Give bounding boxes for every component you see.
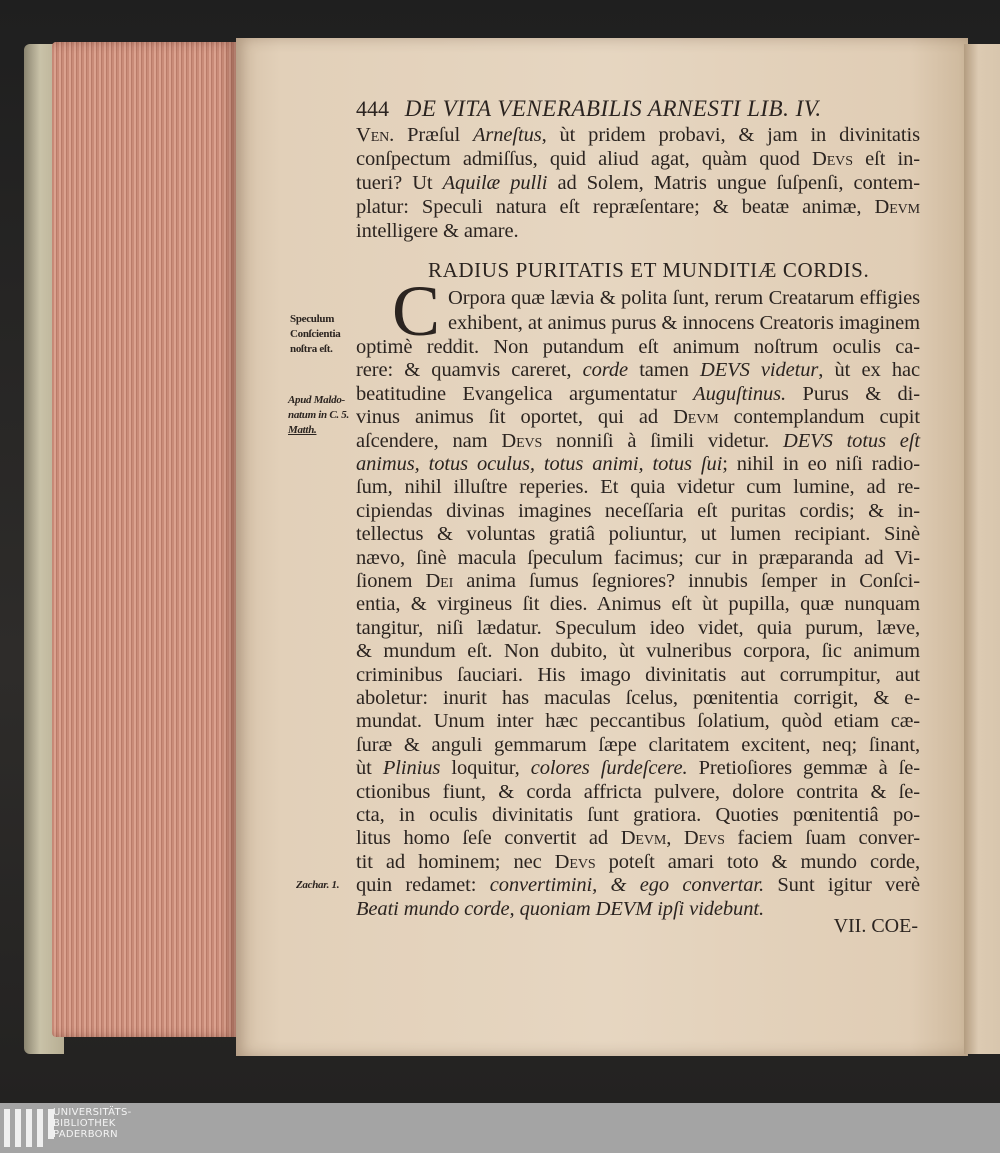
text-segment: poteſt amari toto & mundo corde, (595, 850, 920, 873)
text-segment: litus homo ſeſe convertit ad (356, 827, 621, 850)
text-line (356, 523, 920, 546)
margin-note-line: Matth. (288, 424, 317, 436)
text-segment: Auguſtinus. (693, 382, 787, 405)
text-segment: ſionem (356, 570, 426, 592)
text-line (356, 148, 920, 171)
text-segment: colores ſurdeſcere. (530, 757, 688, 780)
text-segment: cipiendas divinas imagines neceſſaria eſt puritas cordis; & in- (356, 499, 920, 522)
text-segment: Dei (425, 570, 454, 592)
drop-cap: C (392, 271, 441, 351)
text-line (356, 453, 920, 476)
running-title: DE VITA VENERABILIS ARNESTI LIB. IV. (404, 96, 822, 121)
margin-note-line: noſtra eſt. (290, 343, 333, 355)
text-segment: nævo, ſinè macula ſpeculum facimus; cur in præparanda ad Vi- (356, 546, 920, 569)
text-segment: criminibus ſauciari. His imago divinitatis aut corrumpitur, aut (356, 663, 920, 686)
text-segment: aboletur: inurit has maculas ſcelus, pœnitentia corrigit, & e- (356, 687, 920, 709)
text-segment: Devm (673, 406, 719, 429)
library-logo-text (53, 1107, 132, 1140)
text-line (356, 827, 920, 850)
text-segment: exhibent, at animus purus & innocens Creatoris imaginem (448, 312, 920, 334)
margin-note-maldonatum (288, 393, 349, 438)
text-line (356, 640, 920, 663)
text-segment: Devm (874, 196, 920, 218)
text-segment: convertimini, & ego convertar. (489, 874, 764, 897)
text-line (356, 570, 920, 593)
footer-bar (0, 1103, 1000, 1153)
text-segment: Beati mundo corde, quoniam DEVM ipſi videbunt. (356, 897, 764, 920)
text-segment: cta, in oculis divinitatis ſunt gratiora. Quoties pœnitentiâ po- (356, 804, 920, 826)
text-segment: Purus & di- (786, 382, 920, 405)
text-segment: & mundum eſt. Non dubito, ùt vulneribus corpora, ſic animum (356, 640, 920, 663)
margin-note-line: Speculum (290, 313, 335, 325)
text-line (356, 734, 920, 757)
text-segment: nonniſi à ſimili videtur. (542, 429, 784, 452)
text-segment: Devm (620, 827, 667, 850)
text-line (356, 196, 920, 219)
text-segment: ſuræ & anguli gemmarum ſæpe claritatem excitent, neq; ſinant, (356, 733, 920, 756)
text-line (356, 874, 920, 897)
text-line (356, 220, 920, 243)
text-line (356, 710, 920, 733)
text-segment: entia, & virgineus ſit dies. Animus eſt ùt pupilla, quæ nunquam (356, 593, 920, 616)
text-segment: contemplandum cupit (718, 406, 920, 429)
text-segment: Devs (683, 827, 725, 850)
text-line (356, 124, 920, 147)
text-segment: Arneſtus (472, 124, 542, 146)
text-line (356, 781, 920, 804)
text-segment: tueri? Ut (356, 172, 443, 194)
text-segment: anima ſumus ſegniores? innubis ſemper in Conſci- (453, 570, 920, 592)
margin-note-line: Zachar. 1. (296, 879, 340, 891)
text-line (356, 547, 920, 570)
text-segment: , ùt ex hac (818, 359, 920, 382)
text-line (356, 430, 920, 453)
text-line (356, 617, 920, 640)
text-segment: animus, totus oculus, totus animi, totus ſui (356, 453, 723, 475)
catchword: VII. COE- (833, 915, 918, 937)
text-segment: Orpora quæ lævia & polita ſunt, rerum Creatarum effigies (448, 287, 920, 309)
text-segment: eſt in- (852, 148, 920, 170)
text-segment: Pretioſiores gemmæ à ſe- (687, 757, 920, 780)
text-segment: intelligere & amare. (356, 220, 519, 242)
margin-note-line: Apud Maldo- (288, 394, 345, 406)
text-segment: aſcendere, nam (356, 429, 502, 452)
text-segment: DEVS videtur (700, 359, 819, 382)
text-segment: tellectus & voluntas gratiâ poliuntur, ut lumen recipiant. Sinè (356, 523, 920, 546)
text-line (448, 287, 920, 310)
text-line (448, 312, 920, 335)
text-segment: corde (582, 359, 628, 382)
section-heading: RADIUS PURITATIS ET MUNDITIÆ CORDIS. (428, 258, 870, 282)
running-header (356, 96, 920, 122)
text-segment: ctionibus fiunt, & corda affricta pulvere, dolore contrita & ſe- (356, 780, 920, 803)
text-segment: Plinius (382, 757, 441, 780)
margin-note-speculum (290, 312, 340, 357)
text-segment: Sunt igitur verè (763, 874, 920, 897)
text-segment: tit ad hominem; nec (356, 850, 555, 873)
text-line (356, 336, 920, 359)
text-segment: , (666, 827, 684, 850)
text-segment: DEVS totus eſt (783, 429, 920, 452)
text-line (356, 804, 920, 827)
text-line (356, 359, 920, 382)
text-segment: Ven. (356, 124, 395, 146)
text-line (356, 500, 920, 523)
text-segment: Aquilæ pulli (442, 172, 548, 194)
text-segment: ad Solem, Matris ungue ſuſpenſi, contem- (547, 172, 920, 194)
text-segment: tangitur, niſi lædatur. Speculum ideo videt, quia purum, læve, (356, 616, 920, 639)
margin-note-line: natum in C. 5. (288, 409, 349, 421)
text-segment: , ùt pridem probavi, & jam in divinitatis (541, 124, 920, 146)
text-segment: optimè reddit. Non putandum eſt animum noſtrum oculis ca- (356, 336, 920, 358)
text-segment: Devs (554, 850, 596, 873)
text-segment: platur: Speculi natura eſt repræſentare; & beatæ animæ, (356, 196, 875, 218)
text-line (356, 687, 920, 710)
text-segment: conſpectum admiſſus, quid aliud agat, quàm quod (356, 148, 813, 170)
margin-note-zachar (296, 878, 339, 893)
text-line (356, 476, 920, 499)
text-segment: Præſul (394, 124, 473, 146)
text-line (356, 406, 920, 429)
logo-line: UNIVERSITÄTS- (53, 1107, 132, 1118)
text-segment: ſum, nihil illuſtre reperies. Et quia videtur cum lumine, ad re- (356, 476, 920, 499)
logo-line: BIBLIOTHEK (53, 1118, 116, 1129)
text-segment: tamen (628, 359, 701, 382)
text-line (356, 383, 920, 406)
text-segment: faciem ſuam conver- (724, 827, 920, 850)
text-segment: Devs (812, 148, 853, 170)
text-segment: ; nihil in eo niſi radio- (722, 453, 920, 475)
text-segment: quin redamet: (356, 874, 490, 897)
text-segment: ùt (356, 757, 383, 780)
text-segment: rere: & quamvis careret, (356, 359, 583, 382)
text-segment: Devs (501, 429, 543, 452)
facing-page-edge (964, 44, 1000, 1054)
text-line (356, 664, 920, 687)
text-segment: vinus animus ſit oportet, qui ad (356, 406, 674, 429)
text-line (356, 851, 920, 874)
text-line (356, 757, 920, 780)
text-segment: loquitur, (440, 757, 531, 780)
margin-note-line: Conſcientia (290, 328, 341, 340)
logo-line: PADERBORN (53, 1129, 118, 1140)
library-logo-icon (4, 1109, 54, 1153)
text-segment: mundat. Unum inter hæc peccantibus ſolatium, quòd etiam cæ- (356, 710, 920, 733)
text-line (356, 172, 920, 195)
text-line (356, 593, 920, 616)
page-edges (52, 42, 238, 1037)
page-number: 444 (356, 96, 389, 121)
text-segment: beatitudine Evangelica argumentatur (356, 382, 694, 405)
